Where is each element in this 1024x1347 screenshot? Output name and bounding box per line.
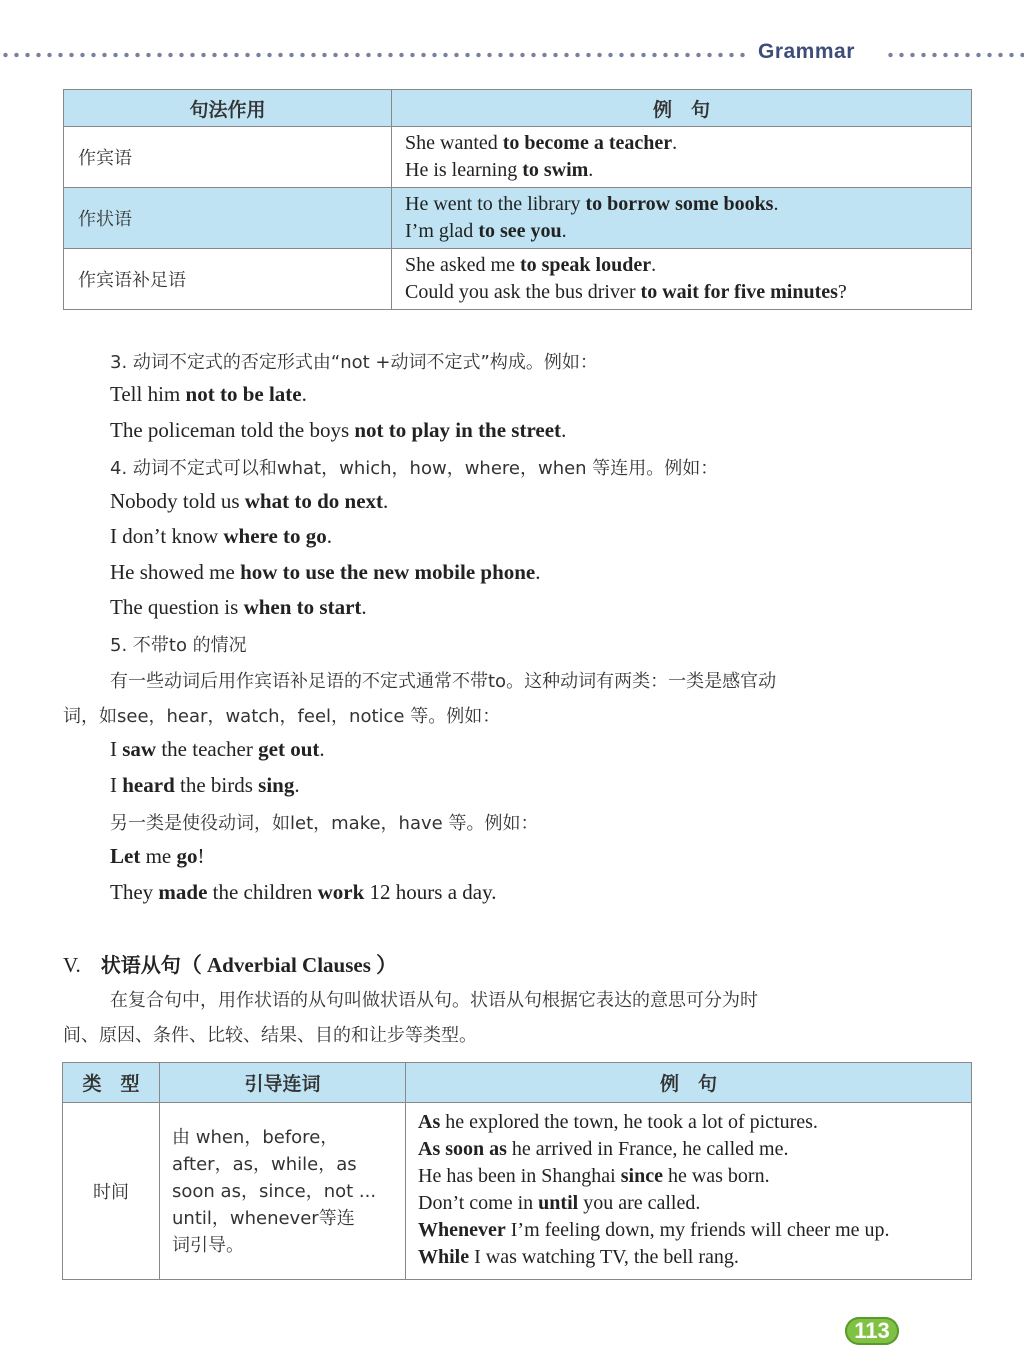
function-cell: 作宾语 [64, 127, 392, 188]
conjunction-line: soon as，since，not ... [172, 1180, 377, 1202]
examples-cell [406, 1103, 972, 1280]
example-sentence: I heard the birds sing. [110, 773, 300, 797]
column-header-examples: 例 句 [406, 1063, 972, 1103]
examples-cell [392, 127, 972, 188]
paragraph-line: 另一类是使役动词，如let，make，have 等。例如： [110, 813, 539, 834]
table-row [64, 188, 972, 249]
table-header-row [64, 90, 972, 127]
examples-cell [392, 188, 972, 249]
example-sentence: I saw the teacher get out. [110, 737, 325, 761]
column-header-conjunctions: 引导连词 [160, 1063, 406, 1103]
conjunction-line: 由 when，before， [172, 1126, 339, 1148]
column-header-examples: 例 句 [392, 90, 972, 127]
header-dots-left [0, 52, 748, 58]
type-cell: 时间 [63, 1103, 160, 1280]
table-row [63, 1103, 972, 1280]
page-header [0, 40, 1024, 70]
function-cell: 作宾语补足语 [64, 249, 392, 310]
table-row [64, 249, 972, 310]
conjunction-line: after，as，while，as [172, 1153, 357, 1175]
paragraph-line: 间、原因、条件、比较、结果、目的和让步等类型。 [63, 1025, 477, 1046]
section-title-cn: 状语从句 [100, 953, 181, 977]
example-sentence: He is learning to swim. [405, 159, 594, 181]
example-sentence: As he explored the town, he took a lot of pictures. [418, 1111, 818, 1133]
header-title: Grammar [758, 40, 855, 63]
column-header-type: 类 型 [63, 1063, 160, 1103]
example-sentence: He showed me how to use the new mobile phone. [110, 560, 541, 584]
example-sentence: She wanted to become a teacher. [405, 132, 678, 154]
example-sentence: Nobody told us what to do next. [110, 489, 389, 513]
page-number: 113 [845, 1317, 899, 1345]
header-dots-right [885, 52, 1024, 58]
examples-cell [392, 249, 972, 310]
example-sentence: Let me go! [110, 844, 205, 868]
section-title-en: （ Adverbial Clauses ） [180, 953, 398, 977]
adverbial-clause-table [62, 1062, 972, 1280]
example-sentence: The question is when to start. [110, 595, 367, 619]
column-header-function: 句法作用 [64, 90, 392, 127]
conjunctions-cell [160, 1103, 406, 1280]
example-sentence: Tell him not to be late. [110, 382, 307, 406]
example-sentence: They made the children work 12 hours a day. [110, 880, 497, 904]
function-cell: 作状语 [64, 188, 392, 249]
example-sentence: He has been in Shanghai since he was born. [418, 1165, 770, 1187]
paragraph-line: 在复合句中，用作状语的从句叫做状语从句。状语从句根据它表达的意思可分为时 [110, 990, 758, 1011]
example-sentence: I don’t know where to go. [110, 524, 333, 548]
example-sentence: Whenever I’m feeling down, my friends will cheer me up. [418, 1219, 890, 1241]
section-number: V. [63, 953, 81, 977]
example-sentence: Could you ask the bus driver to wait for five minutes? [405, 281, 847, 303]
example-sentence: She asked me to speak louder. [405, 254, 657, 276]
section-5-heading: 5. 不带to 的情况 [110, 635, 247, 656]
paragraph-line: 词，如see，hear，watch，feel，notice 等。例如： [63, 706, 501, 727]
example-sentence: While I was watching TV, the bell rang. [418, 1246, 739, 1268]
example-sentence: As soon as he arrived in France, he called me. [418, 1138, 789, 1160]
section-3-heading: 3. 动词不定式的否定形式由“not +动词不定式”构成。例如： [110, 352, 598, 373]
example-sentence: I’m glad to see you. [405, 220, 567, 242]
paragraph-line: 有一些动词后用作宾语补足语的不定式通常不带to。这种动词有两类：一类是感官动 [110, 671, 777, 692]
conjunction-line: until，whenever等连 [172, 1207, 355, 1229]
conjunction-line: 词引导。 [172, 1234, 244, 1256]
example-sentence: Don’t come in until you are called. [418, 1192, 701, 1214]
example-sentence: The policeman told the boys not to play in the street. [110, 418, 567, 442]
table-row [64, 127, 972, 188]
infinitive-function-table [63, 89, 972, 310]
section-v-title [63, 949, 397, 979]
section-4-heading: 4. 动词不定式可以和what，which，how，where，when 等连用。例如： [110, 458, 719, 479]
example-sentence: He went to the library to borrow some books. [405, 193, 779, 215]
table-header-row [63, 1063, 972, 1103]
